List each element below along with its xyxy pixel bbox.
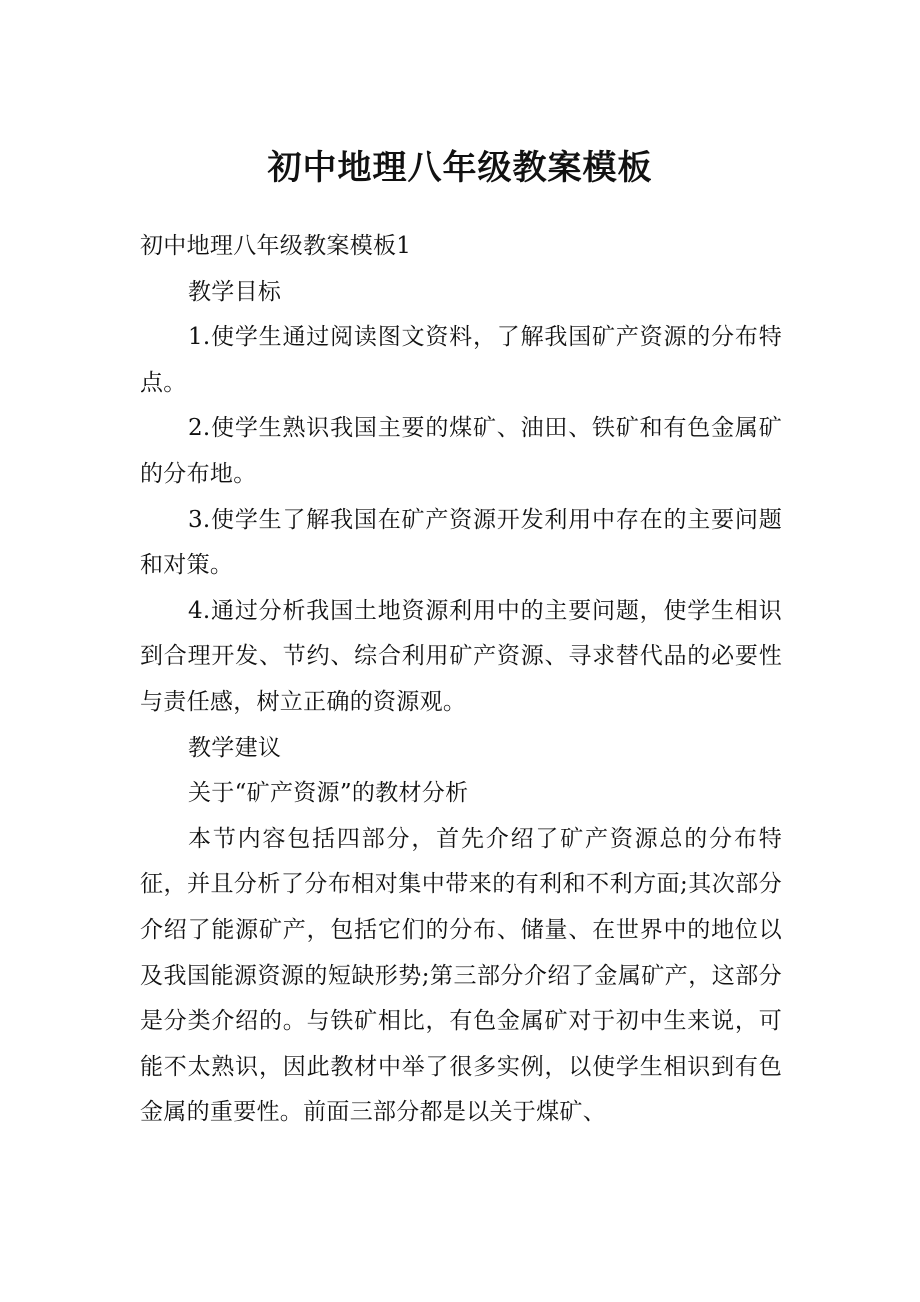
paragraph: 1.使学生通过阅读图文资料，了解我国矿产资源的分布特点。 [140,324,782,396]
paragraph: 2.使学生熟识我国主要的煤矿、油田、铁矿和有色金属矿的分布地。 [140,415,782,487]
paragraph: 关于“矿产资源”的教材分析 [188,780,469,807]
paragraph: 教学目标 [188,278,282,305]
paragraph: 教学建议 [188,734,282,761]
section-heading: 初中地理八年级教案模板1 [140,233,412,259]
page-title: 初中地理八年级教案模板 [267,148,653,188]
paragraph: 3.使学生了解我国在矿产资源开发利用中存在的主要问题和对策。 [140,506,782,579]
paragraph: 4.通过分析我国土地资源利用中的主要问题，使学生相识到合理开发、节约、综合利用矿产资源、寻求替代品的必要性与责任感，树立正确的资源观。 [140,597,782,715]
paragraph: 本节内容包括四部分，首先介绍了矿产资源总的分布特征，并且分析了分布相对集中带来的有利和不利方面;其次部分介绍了能源矿产，包括它们的分布、储量、在世界中的地位以及我国能源资源的短缺形势;第三部分介绍了金属矿产，这部分是分类介绍的。与铁矿相比，有色金属矿对于初中生来说，可能不太熟识，因此教材中举了很多实例，以使学生相识到有色金属的重要性。前面三部分都是以关于煤矿、 [140,825,782,1126]
document-body [140,224,782,1136]
